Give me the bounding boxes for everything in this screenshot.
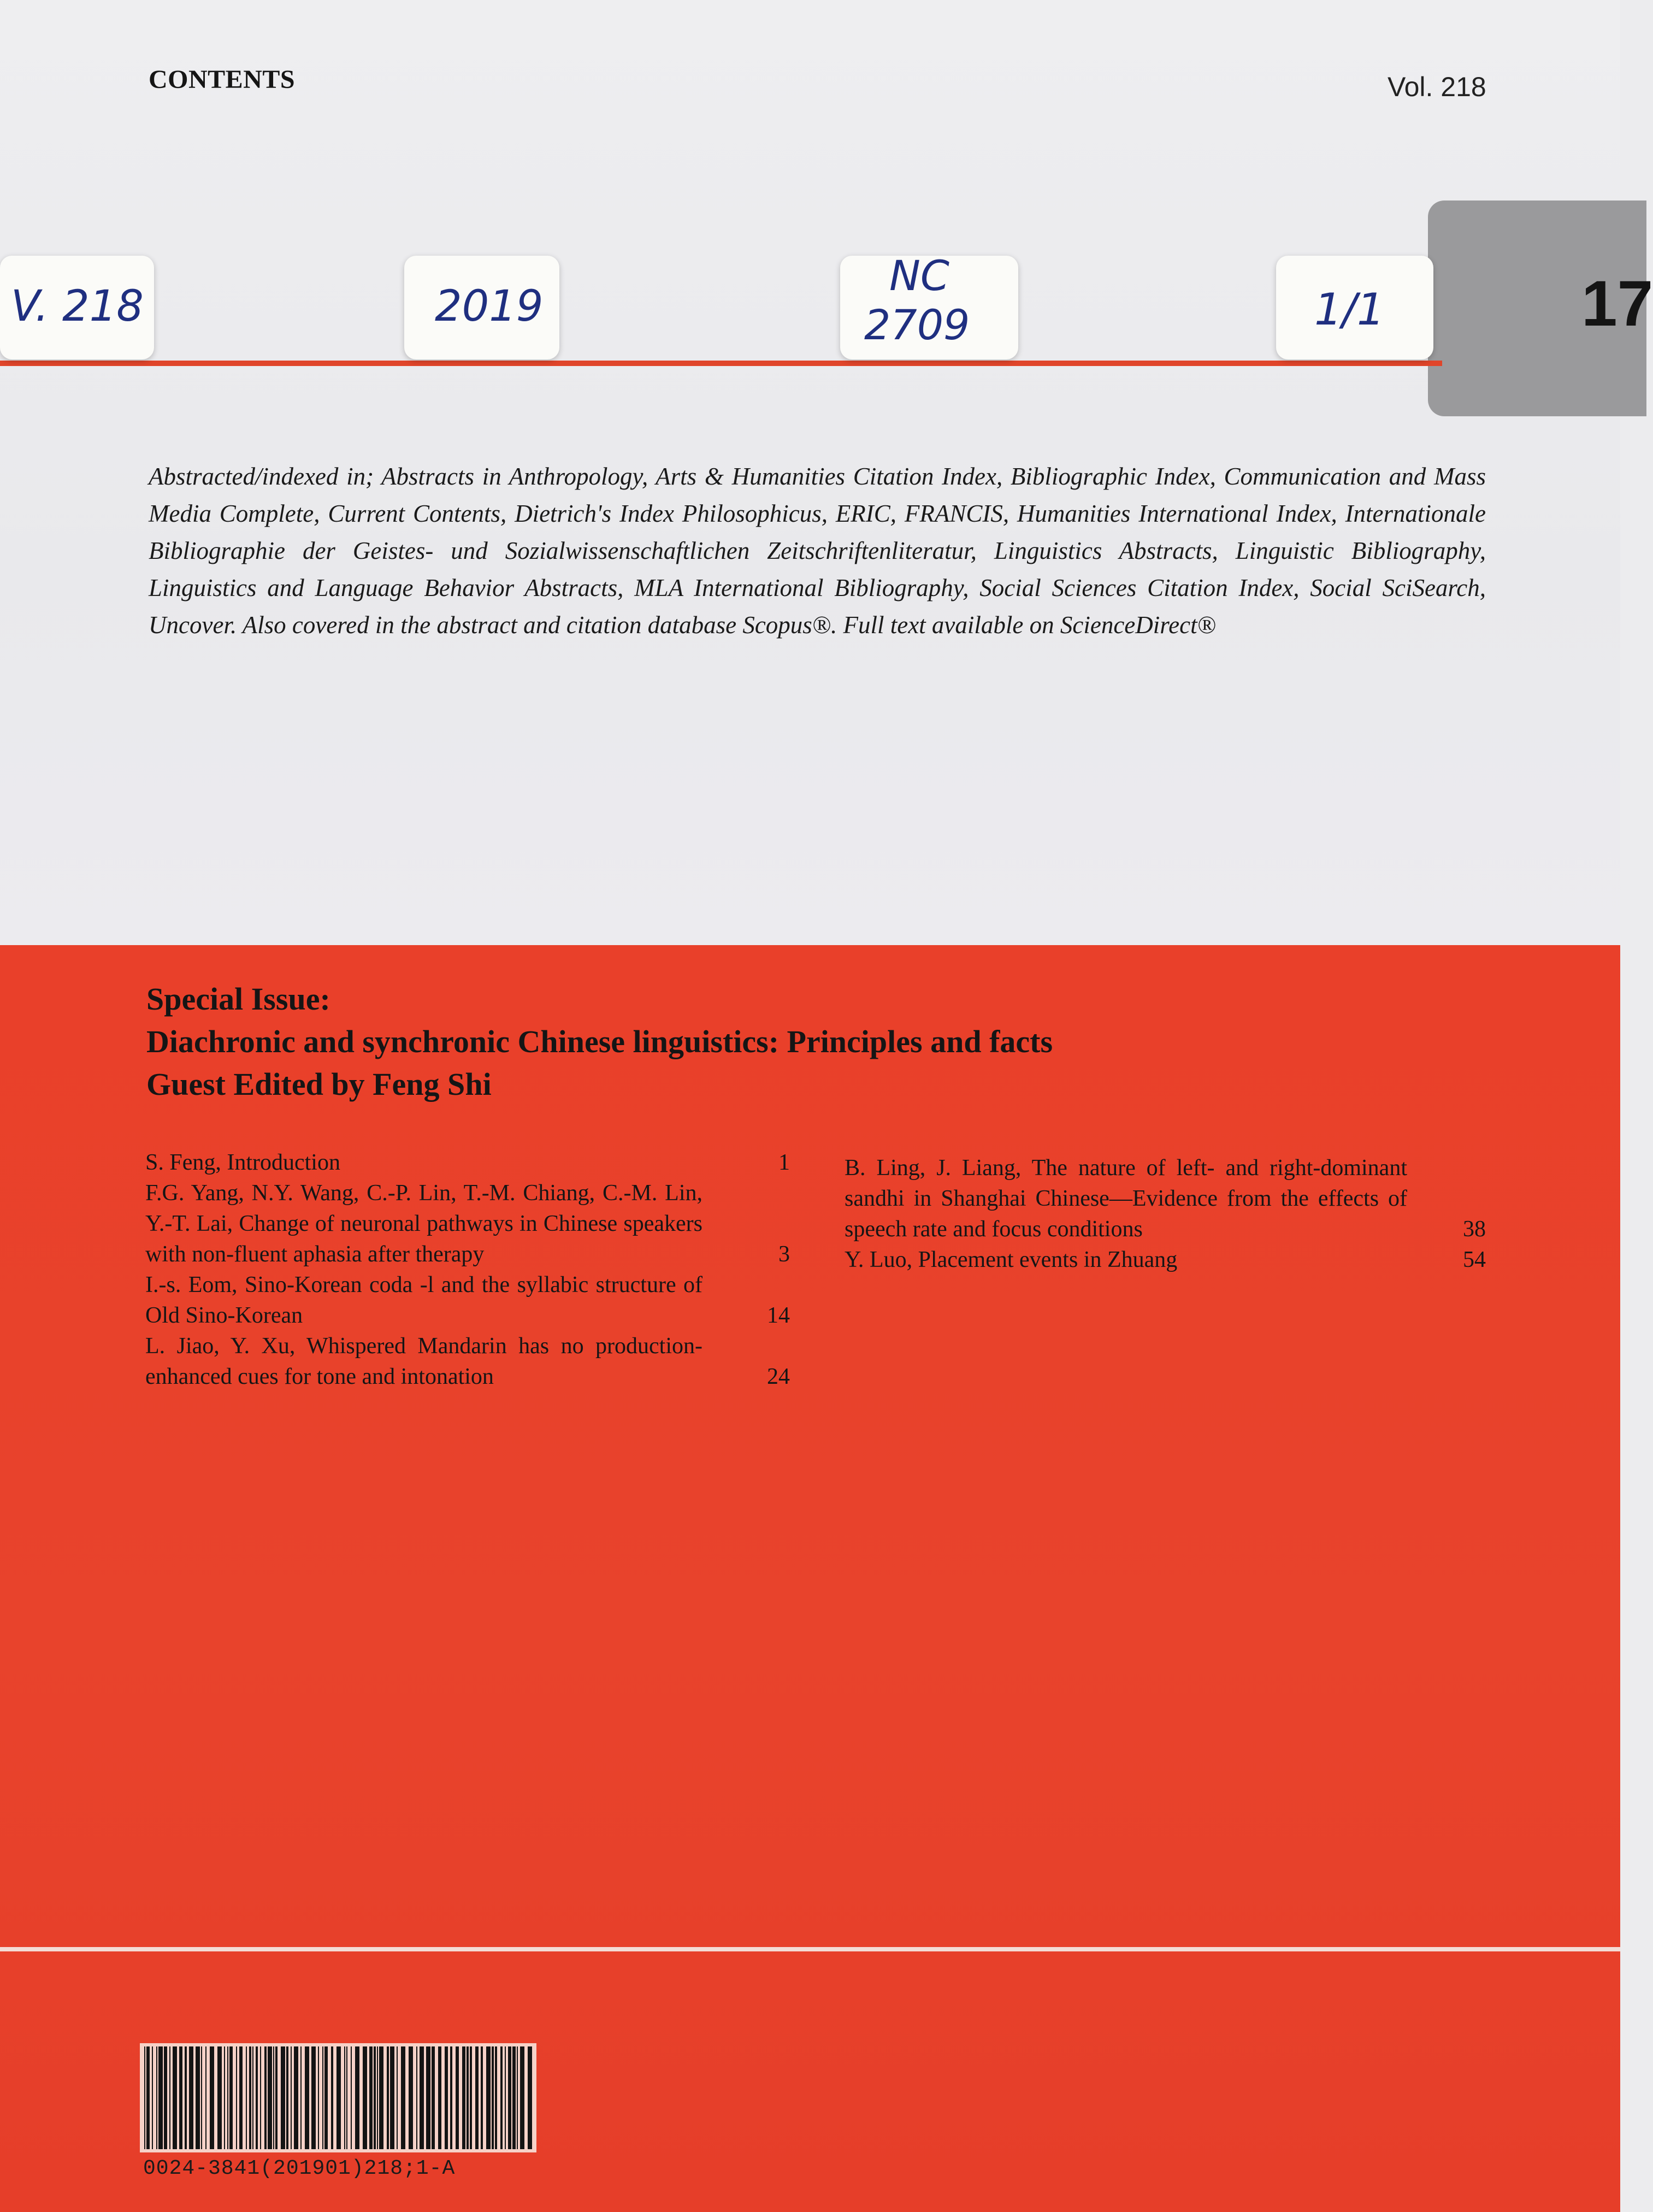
sticker-volume-text: V. 218	[11, 282, 144, 331]
toc-entry-page: 54	[1463, 1247, 1486, 1272]
special-issue-heading	[146, 978, 1053, 1106]
toc-entry-page: 1	[778, 1150, 790, 1175]
special-issue-title: Diachronic and synchronic Chinese linguistics: Principles and facts	[146, 1024, 1053, 1059]
toc-entry-title: L. Jiao, Y. Xu, Whispered Mandarin has no production-enhanced cues for tone and intonation	[145, 1334, 702, 1389]
library-sticker-issue	[1276, 256, 1433, 359]
sticker-callnumber-line1: NC	[889, 251, 949, 300]
toc-entry-page: 38	[1463, 1217, 1486, 1242]
sticker-issue-text: 1/1	[1314, 284, 1385, 335]
contents-heading: CONTENTS	[149, 65, 296, 94]
barcode	[140, 2043, 536, 2152]
bottom-light-rule	[0, 1947, 1620, 1951]
special-issue-editor: Guest Edited by Feng Shi	[146, 1066, 492, 1102]
library-sticker-volume	[0, 256, 154, 359]
barcode-number: 0024-3841(201901)218;1-A	[143, 2157, 456, 2180]
toc-entry-page: 14	[767, 1303, 790, 1328]
volume-label: Vol. 218	[1388, 72, 1486, 102]
toc-entry-page: 3	[778, 1242, 790, 1267]
toc-entry-title: F.G. Yang, N.Y. Wang, C.-P. Lin, T.-M. Chiang, C.-M. Lin, Y.-T. Lai, Change of neuronal pathways in Chinese speakers with non-fluent aphasia after therapy	[145, 1181, 702, 1267]
toc-entry-title: Y. Luo, Placement events in Zhuang	[845, 1247, 1178, 1272]
special-issue-label: Special Issue:	[146, 981, 330, 1017]
toc-entry-title: S. Feng, Introduction	[145, 1150, 340, 1175]
library-sticker-callnumber	[840, 251, 1018, 359]
toc-entry-title: B. Ling, J. Liang, The nature of left- and right-dominant sandhi in Shanghai Chinese—Evidence from the effects of speech rate and focus conditions	[845, 1155, 1407, 1242]
sticker-year-text: 2019	[435, 282, 544, 331]
sticker-callnumber-line2: 2709	[864, 300, 970, 349]
cover-red-section	[0, 945, 1620, 2212]
library-sticker-year	[404, 256, 559, 359]
abstracted-indexed-paragraph: Abstracted/indexed in; Abstracts in Anthropology, Arts & Humanities Citation Index, Bibliographic Index, Communication and Mass Media Complete, Current Contents, Dietrich's Index Philosophicus, ERIC, FRANCIS, Humanities International Index, Internationale Bibliographie der Geistes- und Sozialwissenschaftlichen Zeitschriftenliteratur, Linguistics Abstracts, Linguistic Bibliography, Linguistics and Language Behavior Abstracts, MLA International Bibliography, Social Sciences Citation Index, Social SciSearch, Uncover. Also covered in the abstract and citation database Scopus®. Full text available on ScienceDirect®	[149, 463, 1486, 639]
top-red-rule	[0, 361, 1442, 366]
toc-entry-page: 24	[767, 1364, 790, 1389]
toc-entry-title: I.-s. Eom, Sino-Korean coda -l and the syllabic structure of Old Sino-Korean	[145, 1272, 702, 1328]
tab-number: 17	[1581, 268, 1653, 340]
